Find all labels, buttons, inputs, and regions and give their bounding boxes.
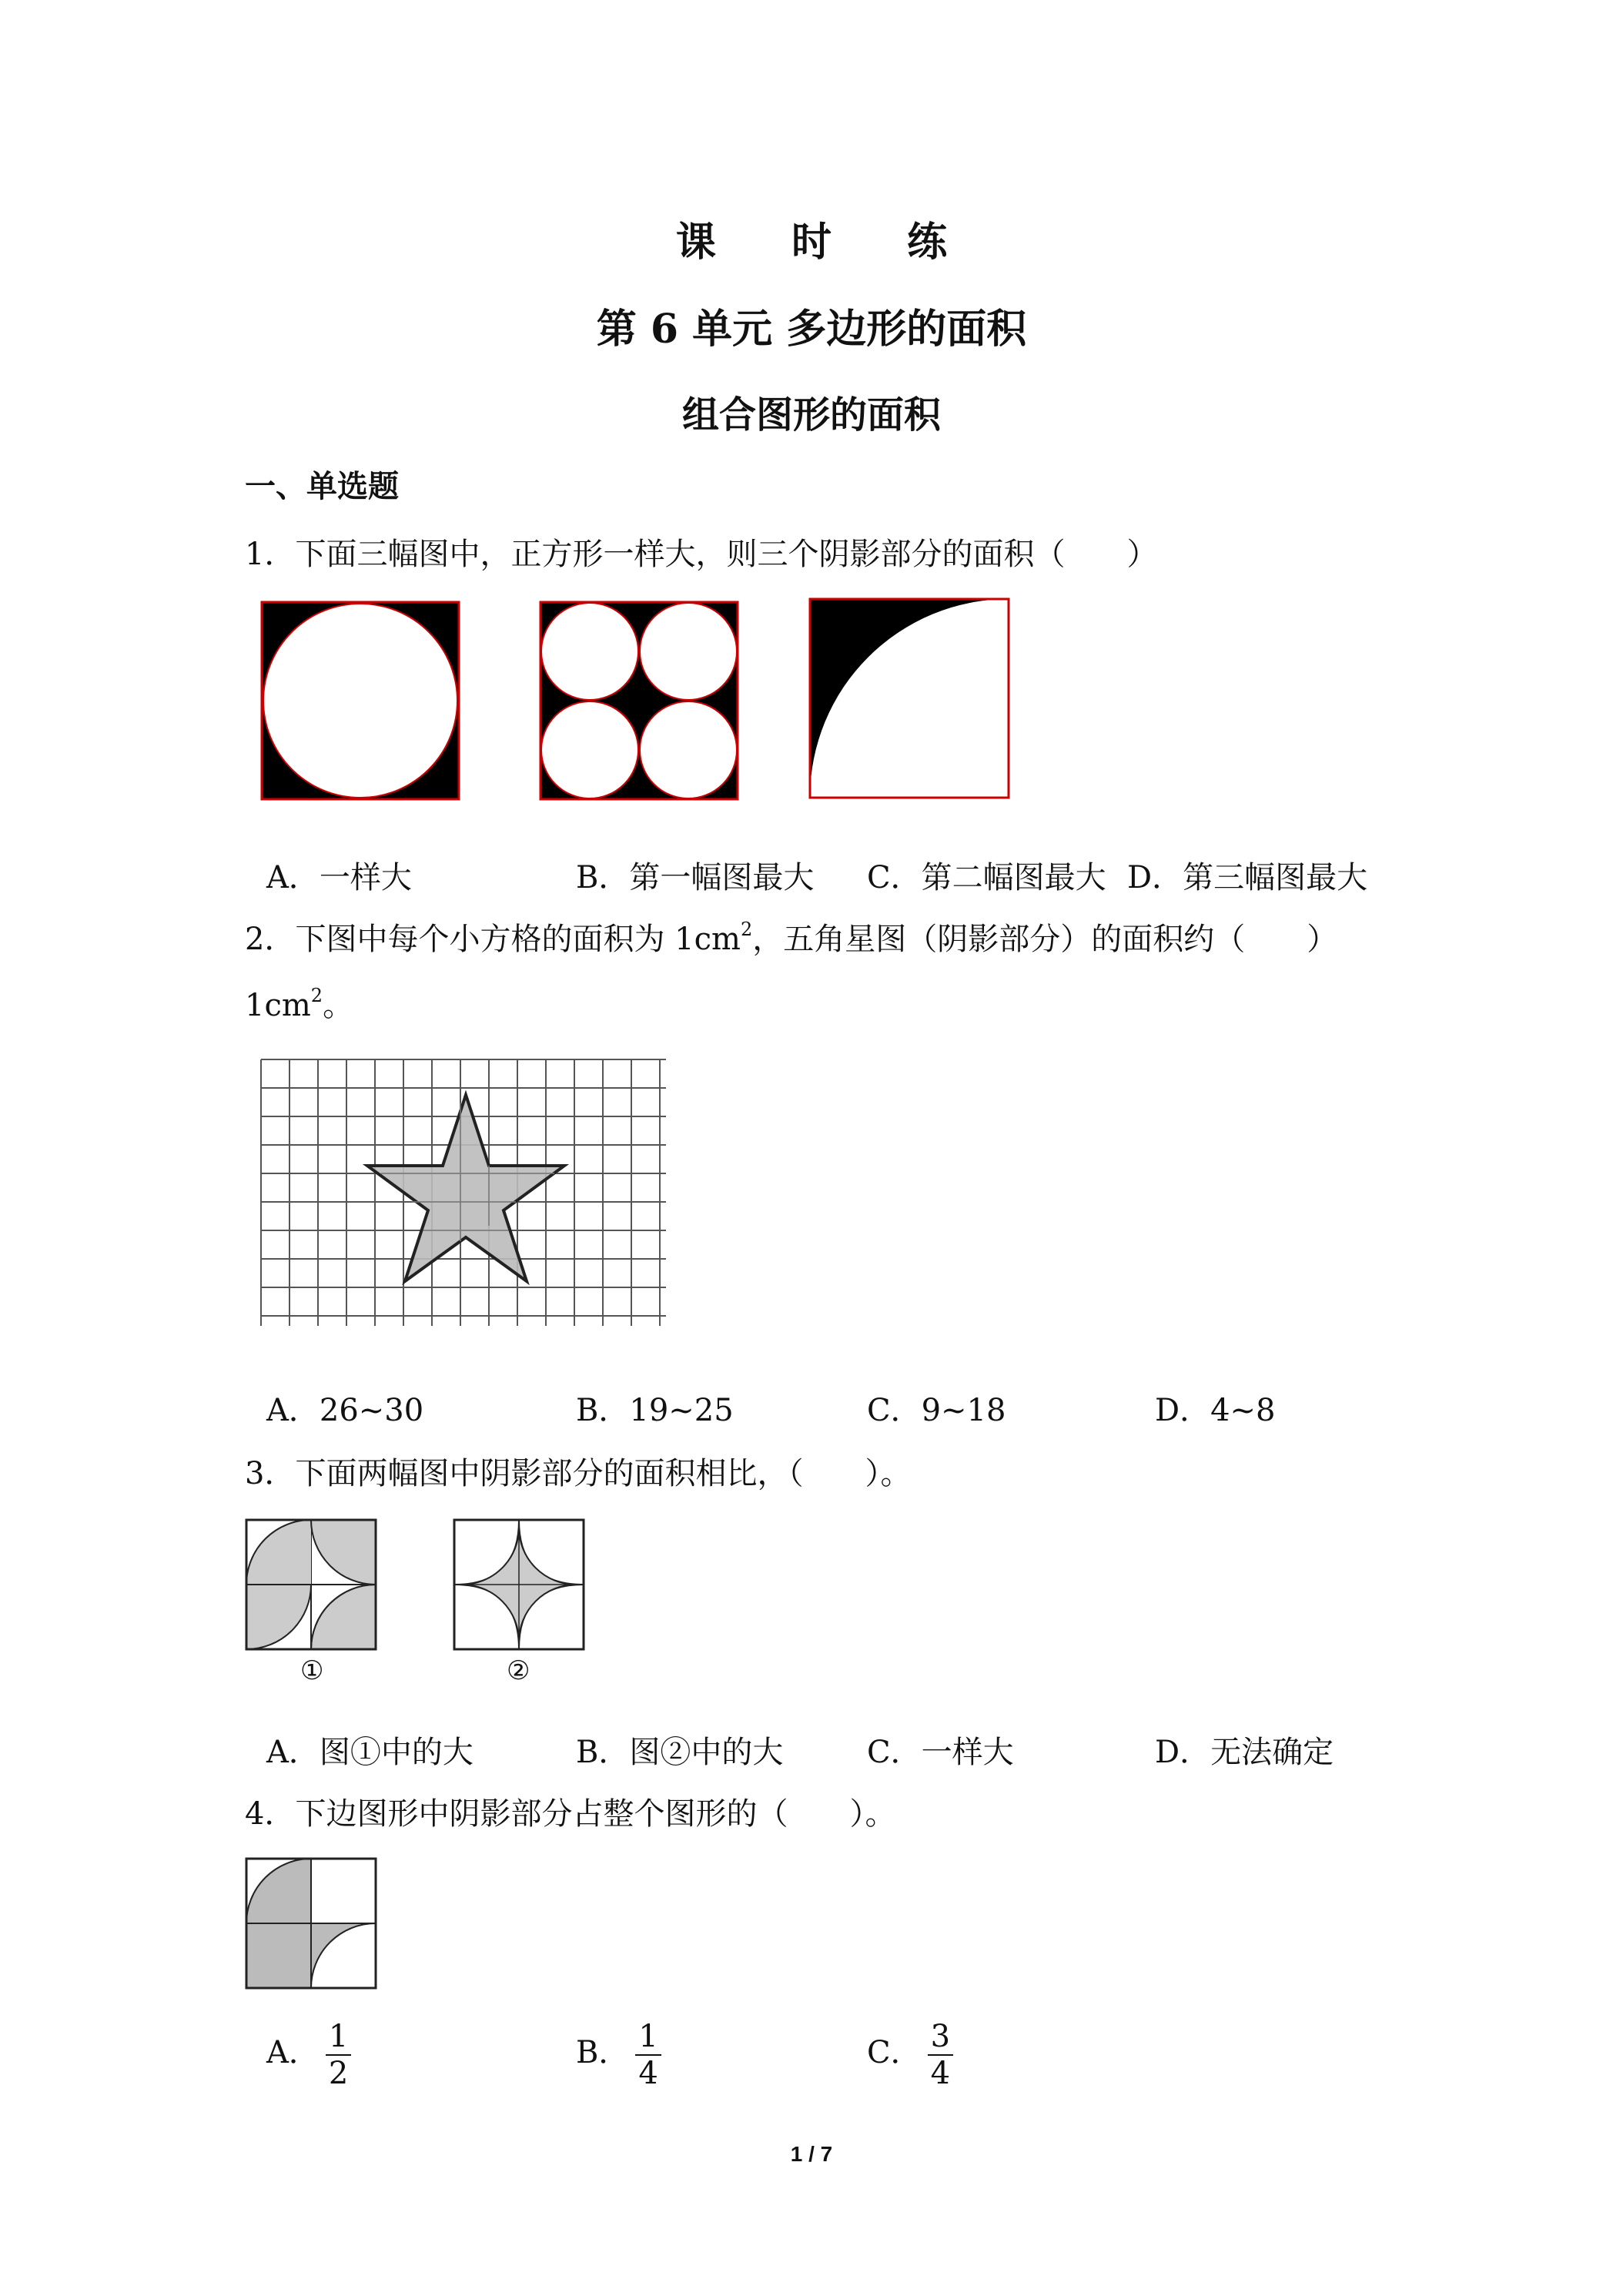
q1-option-b[interactable]: B．第一幅图最大 — [576, 860, 815, 895]
unit-title: 第 6 单元 多边形的面积 — [596, 306, 1027, 353]
q4-option-b[interactable] — [576, 2019, 661, 2091]
q4-option-a-fraction — [326, 2019, 351, 2091]
q1-option-a[interactable]: A．一样大 — [266, 860, 412, 895]
q4-option-b-label: B． — [576, 2035, 630, 2070]
q4-option-c-fraction — [928, 2019, 953, 2091]
q1-option-d[interactable]: D．第三幅图最大 — [1127, 860, 1368, 895]
q1-figure-2 — [539, 601, 747, 808]
q4-option-c-label: C． — [867, 2035, 922, 2070]
q2-stem-end: 。 — [323, 988, 354, 1023]
q2-stem-part1: 2．下图中每个小方格的面积为 1cm — [245, 922, 741, 957]
q1-figure-1 — [260, 601, 468, 808]
q3-option-a[interactable]: A．图①中的大 — [266, 1735, 474, 1770]
q1-figure-3 — [808, 597, 1016, 805]
q3-option-c[interactable]: C．一样大 — [867, 1735, 1014, 1770]
question-2-stem — [245, 915, 1337, 959]
question-2-stem-line2 — [245, 981, 353, 1025]
denominator: 2 — [328, 2056, 349, 2091]
lesson-title: 组合图形的面积 — [681, 393, 941, 437]
q3-figure-1 — [245, 1518, 380, 1654]
denominator: 4 — [638, 2056, 658, 2091]
question-4-stem: 4．下边图形中阴影部分占整个图形的（ ）。 — [245, 1796, 896, 1832]
question-1-stem: 1．下面三幅图中，正方形一样大，则三个阴影部分的面积（ ） — [245, 537, 1158, 572]
numerator: 1 — [635, 2019, 661, 2056]
q1-option-c[interactable]: C．第二幅图最大 — [867, 860, 1106, 895]
section-heading: 一、单选题 — [245, 468, 399, 504]
q2-unit: 1cm — [245, 988, 311, 1023]
q2-option-b[interactable]: B．19~25 — [576, 1393, 734, 1428]
q4-option-a[interactable] — [266, 2019, 351, 2091]
page-title: 课 时 练 — [675, 219, 979, 266]
q2-option-a[interactable]: A．26~30 — [266, 1393, 424, 1428]
q4-figure — [245, 1857, 380, 1993]
q3-label-2: ② — [507, 1655, 530, 1686]
q4-option-a-label: A． — [266, 2035, 320, 2070]
q4-option-c[interactable] — [867, 2019, 953, 2091]
q4-option-b-fraction — [635, 2019, 661, 2091]
q3-figure-2 — [453, 1518, 588, 1654]
denominator: 4 — [930, 2056, 951, 2091]
q2-superscript-1: 2 — [740, 919, 753, 940]
q2-option-c[interactable]: C．9~18 — [867, 1393, 1006, 1428]
question-3-stem: 3．下面两幅图中阴影部分的面积相比，（ ）。 — [245, 1456, 912, 1491]
numerator: 3 — [928, 2019, 953, 2056]
q2-superscript-2: 2 — [310, 985, 323, 1006]
q2-stem-part2: ，五角星图（阴影部分）的面积约（ ） — [752, 922, 1338, 957]
q3-option-d[interactable]: D．无法确定 — [1155, 1735, 1334, 1770]
q3-option-b[interactable]: B．图②中的大 — [576, 1735, 784, 1770]
page-number: 1 / 7 — [790, 2142, 833, 2166]
q2-grid-star-figure — [258, 1056, 671, 1330]
numerator: 1 — [326, 2019, 351, 2056]
q2-option-d[interactable]: D．4~8 — [1155, 1393, 1276, 1428]
q3-label-1: ① — [300, 1655, 324, 1686]
